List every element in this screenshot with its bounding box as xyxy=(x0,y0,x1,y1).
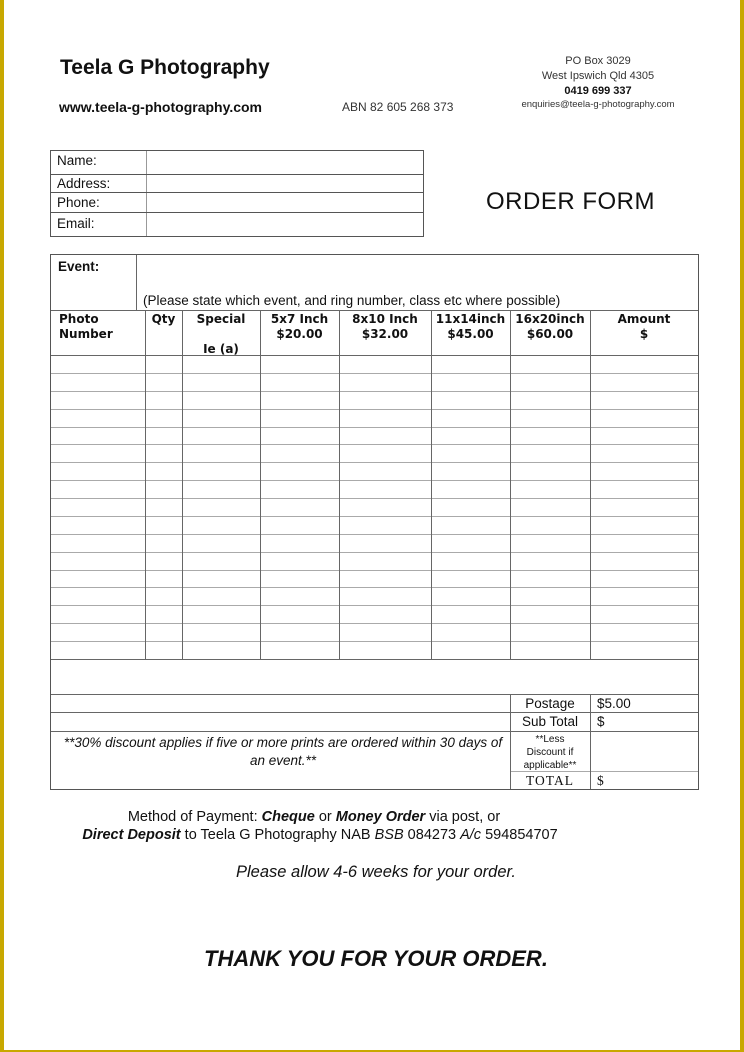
items-bottom-line xyxy=(51,659,698,660)
column-divider xyxy=(182,310,183,659)
col-photo-number xyxy=(59,312,144,342)
col-amount-line1: Amount xyxy=(617,312,671,326)
name-label: Name: xyxy=(57,153,97,168)
thank-you-message: THANK YOU FOR YOUR ORDER. xyxy=(204,946,548,971)
header-bottom-line xyxy=(51,355,698,356)
payment-ac-label: A/c xyxy=(460,827,482,843)
business-abn: ABN 82 605 268 373 xyxy=(342,100,454,114)
col-special xyxy=(182,312,260,357)
less-label-line2: Discount if xyxy=(526,747,574,758)
less-discount-label xyxy=(510,733,590,772)
item-row-line xyxy=(51,552,698,553)
event-label: Event: xyxy=(58,259,100,274)
totals-value-divider xyxy=(590,694,591,789)
item-row-line xyxy=(51,444,698,445)
item-row-line xyxy=(51,534,698,535)
contact-details-box xyxy=(50,150,424,237)
item-row-line xyxy=(51,516,698,517)
payment-bsb-value: 084273 xyxy=(403,827,461,843)
order-form-title: ORDER FORM xyxy=(486,188,655,215)
item-row-line xyxy=(51,480,698,481)
payment-direct-deposit: Direct Deposit xyxy=(82,827,181,843)
contact-divider xyxy=(146,151,147,236)
event-hint: (Please state which event, and ring number, class etc where possible) xyxy=(143,293,561,308)
contact-row-line xyxy=(51,192,423,193)
address-line-email[interactable]: enquiries@teela-g-photography.com xyxy=(521,99,675,110)
col-11x14-price: $45.00 xyxy=(447,327,494,341)
postage-label: Postage xyxy=(525,696,575,711)
total-label: TOTAL xyxy=(526,773,574,788)
payment-prefix: Method of Payment: xyxy=(127,809,262,825)
direct-deposit-line xyxy=(4,827,636,843)
col-16x20-line1: 16x20inch xyxy=(515,312,585,326)
postage-line xyxy=(51,694,698,695)
col-special-line1: Special xyxy=(196,312,246,326)
item-row-line xyxy=(51,570,698,571)
discount-line xyxy=(51,731,698,732)
email-label: Email: xyxy=(57,216,95,231)
column-divider xyxy=(260,310,261,659)
payment-or: or xyxy=(314,809,336,825)
total-value[interactable]: $ xyxy=(597,773,604,788)
payment-bsb-label: BSB xyxy=(374,827,404,843)
address-line-suburb: West Ipswich Qld 4305 xyxy=(541,70,655,82)
col-11x14 xyxy=(431,312,510,342)
item-row-line xyxy=(51,391,698,392)
col-16x20 xyxy=(510,312,590,342)
column-divider xyxy=(431,310,432,659)
less-label-line1: **Less xyxy=(535,734,565,745)
col-photo-number-line1: Photo xyxy=(59,312,99,326)
payment-ac-value: 594854707 xyxy=(481,827,558,843)
less-label-line3: applicable** xyxy=(523,760,577,771)
col-5x7-price: $20.00 xyxy=(276,327,323,341)
business-website[interactable]: www.teela-g-photography.com xyxy=(59,99,263,115)
address-line-phone: 0419 699 337 xyxy=(564,85,632,97)
col-8x10 xyxy=(339,312,431,342)
contact-row-line xyxy=(51,174,423,175)
col-amount-line2: $ xyxy=(639,327,649,341)
col-special-line3: Ie (a) xyxy=(203,342,239,356)
delivery-time-note: Please allow 4-6 weeks for your order. xyxy=(235,863,517,881)
col-photo-number-line2: Number xyxy=(59,327,113,341)
header-top-line xyxy=(51,310,698,311)
item-row-line xyxy=(51,498,698,499)
address-label: Address: xyxy=(57,176,111,191)
item-row-line xyxy=(51,373,698,374)
item-row-line xyxy=(51,641,698,642)
discount-note: **30% discount applies if five or more prints are ordered within 30 days of an event.** xyxy=(63,735,503,768)
col-8x10-line1: 8x10 Inch xyxy=(352,312,418,326)
payment-method-line xyxy=(4,809,624,825)
column-divider xyxy=(590,310,591,659)
col-11x14-line1: 11x14inch xyxy=(435,312,506,326)
item-row-line xyxy=(51,462,698,463)
business-name: Teela G Photography xyxy=(60,56,270,79)
item-row-line xyxy=(51,587,698,588)
column-divider xyxy=(339,310,340,659)
col-16x20-price: $60.00 xyxy=(526,327,574,341)
col-amount xyxy=(590,312,698,342)
payment-suffix: via post, or xyxy=(425,809,501,825)
order-table xyxy=(50,254,699,790)
item-row-line xyxy=(51,409,698,410)
event-divider xyxy=(136,255,137,310)
subtotal-value[interactable]: $ xyxy=(597,714,605,729)
payment-money-order: Money Order xyxy=(335,809,426,825)
contact-row-line xyxy=(51,212,423,213)
payment-cheque: Cheque xyxy=(261,809,315,825)
col-5x7-line1: 5x7 Inch xyxy=(270,312,329,326)
col-5x7 xyxy=(260,312,339,342)
column-divider xyxy=(145,310,146,659)
payment-bank: to Teela G Photography NAB xyxy=(180,827,375,843)
item-row-line xyxy=(51,605,698,606)
column-divider xyxy=(510,310,511,659)
col-8x10-price: $32.00 xyxy=(361,327,409,341)
subtotal-line xyxy=(51,712,698,713)
item-row-line xyxy=(51,427,698,428)
phone-label: Phone: xyxy=(57,195,100,210)
subtotal-label: Sub Total xyxy=(521,714,579,729)
address-line-po-box: PO Box 3029 xyxy=(565,55,631,67)
postage-value: $5.00 xyxy=(597,696,631,711)
col-qty: Qty xyxy=(151,312,176,326)
item-row-line xyxy=(51,623,698,624)
